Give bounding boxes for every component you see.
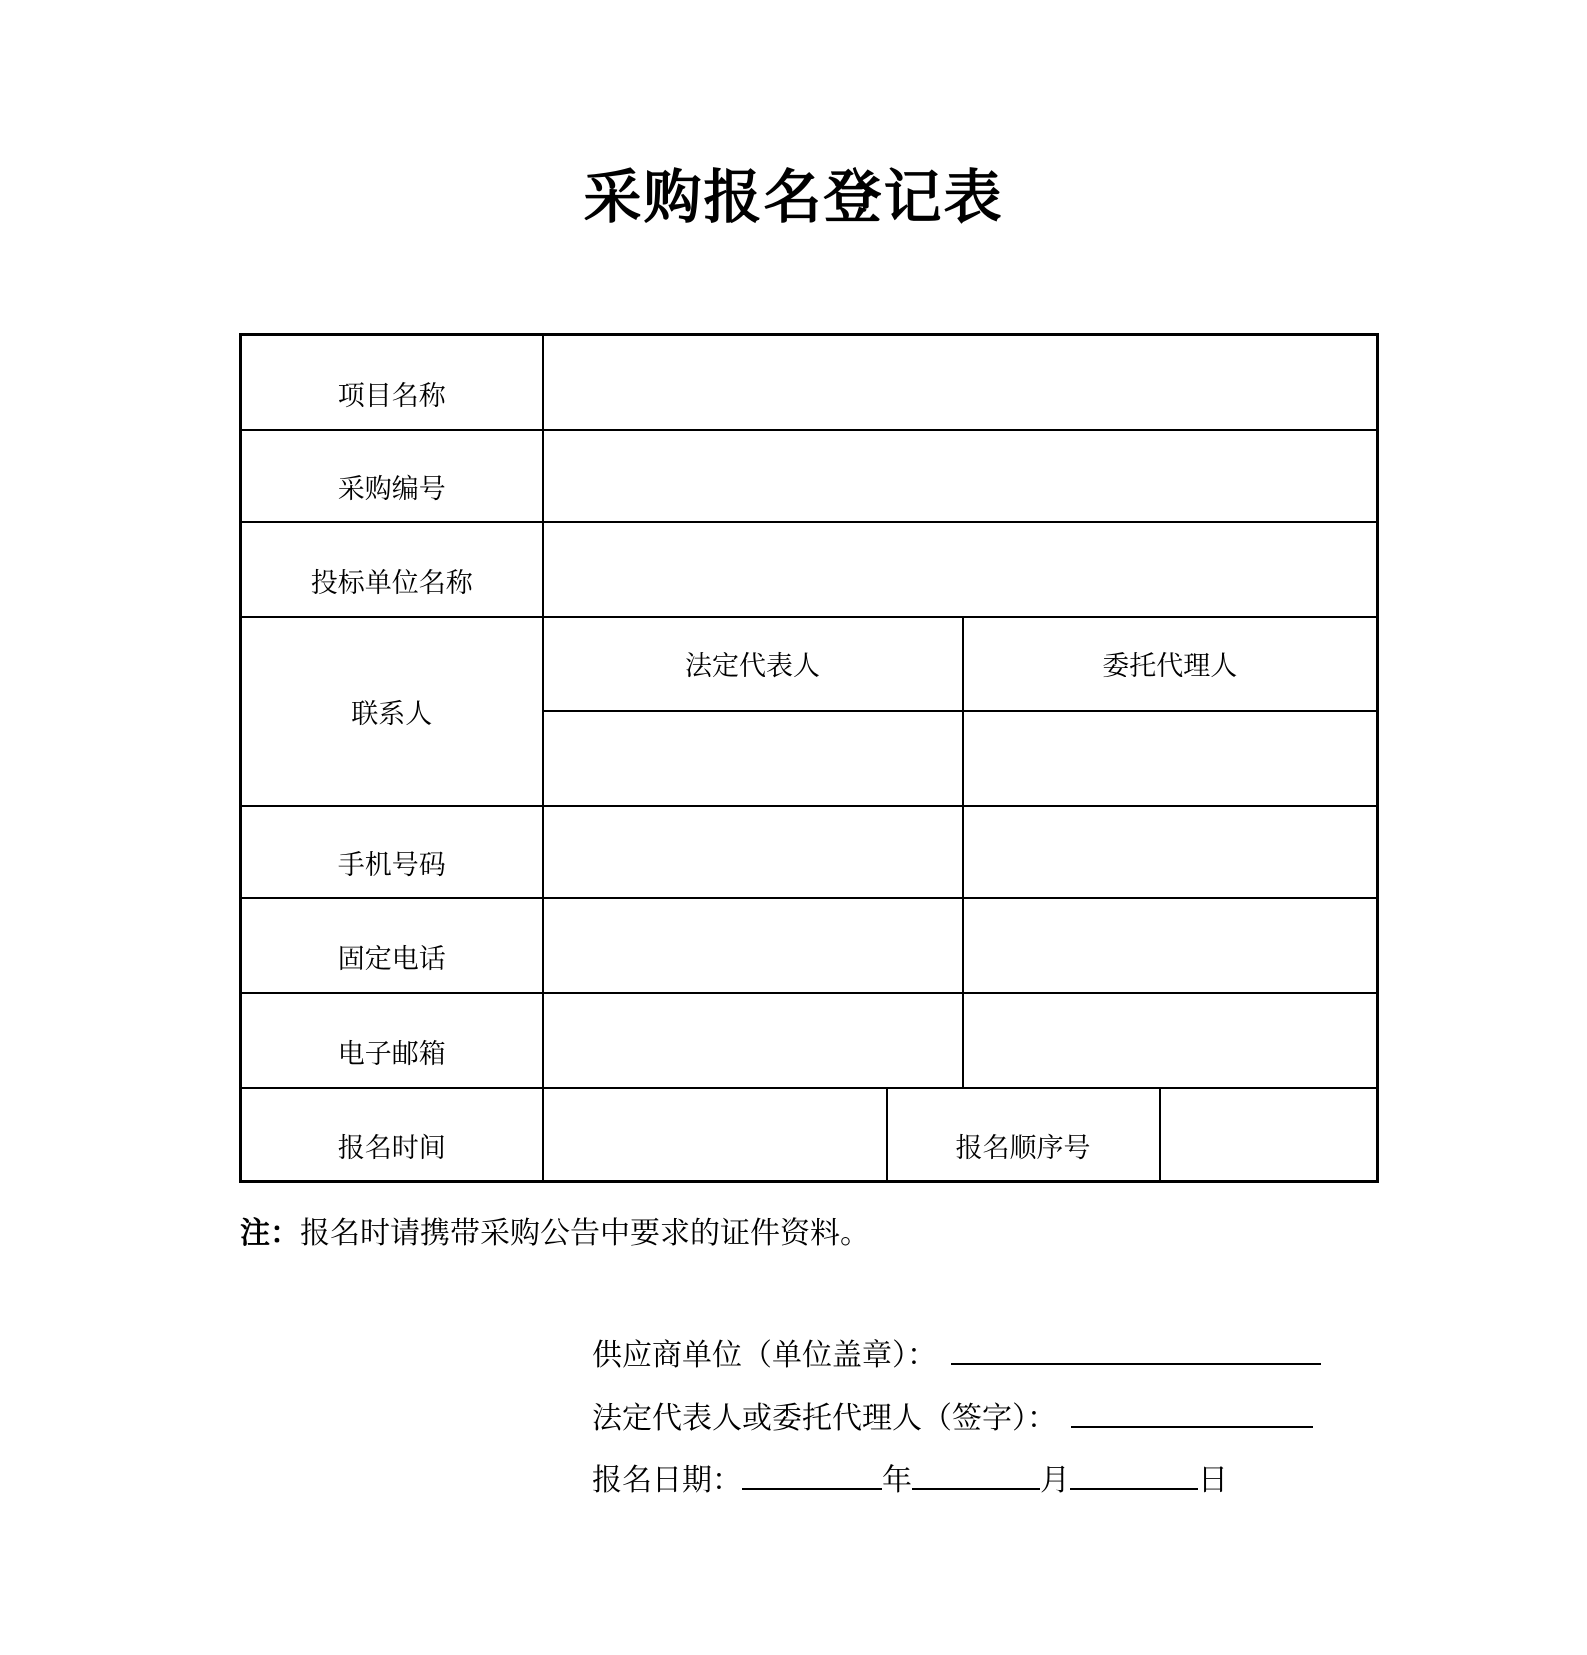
legal-rep-mobile-input[interactable] bbox=[544, 837, 962, 867]
procurement-no-label: 采购编号 bbox=[241, 430, 543, 522]
legal-rep-mobile-field[interactable] bbox=[543, 806, 963, 898]
row-email bbox=[241, 993, 1378, 1088]
row-landline bbox=[241, 898, 1378, 993]
landline-label: 固定电话 bbox=[241, 898, 543, 993]
project-name-label: 项目名称 bbox=[241, 335, 543, 430]
reg-order-field[interactable] bbox=[1160, 1088, 1378, 1182]
legal-rep-landline-field[interactable] bbox=[543, 898, 963, 993]
day-label: 日 bbox=[1198, 1463, 1228, 1498]
year-label: 年 bbox=[882, 1463, 912, 1498]
agent-email-input[interactable] bbox=[964, 1026, 1377, 1056]
mobile-label: 手机号码 bbox=[241, 806, 543, 898]
signer-blank[interactable] bbox=[1071, 1396, 1313, 1428]
procurement-no-input[interactable] bbox=[544, 461, 1377, 491]
month-blank[interactable] bbox=[912, 1458, 1040, 1490]
reg-order-label: 报名顺序号 bbox=[887, 1088, 1160, 1182]
agent-mobile-field[interactable] bbox=[963, 806, 1378, 898]
agent-landline-field[interactable] bbox=[963, 898, 1378, 993]
project-name-input[interactable] bbox=[544, 368, 1377, 398]
agent-header: 委托代理人 bbox=[963, 617, 1378, 711]
note-label: 注： bbox=[240, 1216, 300, 1251]
legal-rep-landline-input[interactable] bbox=[544, 931, 962, 961]
row-project-name bbox=[241, 335, 1378, 430]
note-text: 报名时请携带采购公告中要求的证件资料。 bbox=[300, 1216, 870, 1251]
row-bidder-name bbox=[241, 522, 1378, 617]
row-contact-header bbox=[241, 617, 1378, 711]
supplier-label: 供应商单位（单位盖章）： bbox=[592, 1338, 937, 1373]
bidder-name-label: 投标单位名称 bbox=[241, 522, 543, 617]
bidder-name-input[interactable] bbox=[544, 555, 1377, 585]
agent-name-input[interactable] bbox=[964, 744, 1377, 774]
day-blank[interactable] bbox=[1070, 1458, 1198, 1490]
procurement-no-field[interactable] bbox=[543, 430, 1378, 522]
date-label: 报名日期： bbox=[592, 1463, 742, 1498]
month-label: 月 bbox=[1040, 1463, 1070, 1498]
supplier-blank[interactable] bbox=[951, 1333, 1321, 1365]
note bbox=[240, 1208, 870, 1252]
registration-table bbox=[239, 333, 1379, 1183]
signer-line bbox=[592, 1393, 1313, 1437]
legal-rep-header: 法定代表人 bbox=[543, 617, 963, 711]
contact-label: 联系人 bbox=[241, 617, 543, 806]
agent-email-field[interactable] bbox=[963, 993, 1378, 1088]
project-name-field[interactable] bbox=[543, 335, 1378, 430]
email-label: 电子邮箱 bbox=[241, 993, 543, 1088]
legal-rep-name-field[interactable] bbox=[543, 711, 963, 806]
agent-name-field[interactable] bbox=[963, 711, 1378, 806]
row-mobile bbox=[241, 806, 1378, 898]
bidder-name-field[interactable] bbox=[543, 522, 1378, 617]
page-title: 采购报名登记表 bbox=[583, 163, 1004, 231]
reg-time-field[interactable] bbox=[543, 1088, 887, 1182]
row-procurement-no bbox=[241, 430, 1378, 522]
supplier-line bbox=[592, 1330, 1321, 1374]
date-line bbox=[592, 1455, 1228, 1499]
legal-rep-email-field[interactable] bbox=[543, 993, 963, 1088]
legal-rep-email-input[interactable] bbox=[544, 1026, 962, 1056]
reg-order-input[interactable] bbox=[1161, 1120, 1377, 1150]
legal-rep-name-input[interactable] bbox=[544, 744, 962, 774]
year-blank[interactable] bbox=[742, 1458, 882, 1490]
row-registration bbox=[241, 1088, 1378, 1182]
agent-mobile-input[interactable] bbox=[964, 837, 1377, 867]
reg-time-label: 报名时间 bbox=[241, 1088, 543, 1182]
reg-time-input[interactable] bbox=[544, 1120, 886, 1150]
signer-label: 法定代表人或委托代理人（签字）： bbox=[592, 1401, 1057, 1436]
agent-landline-input[interactable] bbox=[964, 931, 1377, 961]
